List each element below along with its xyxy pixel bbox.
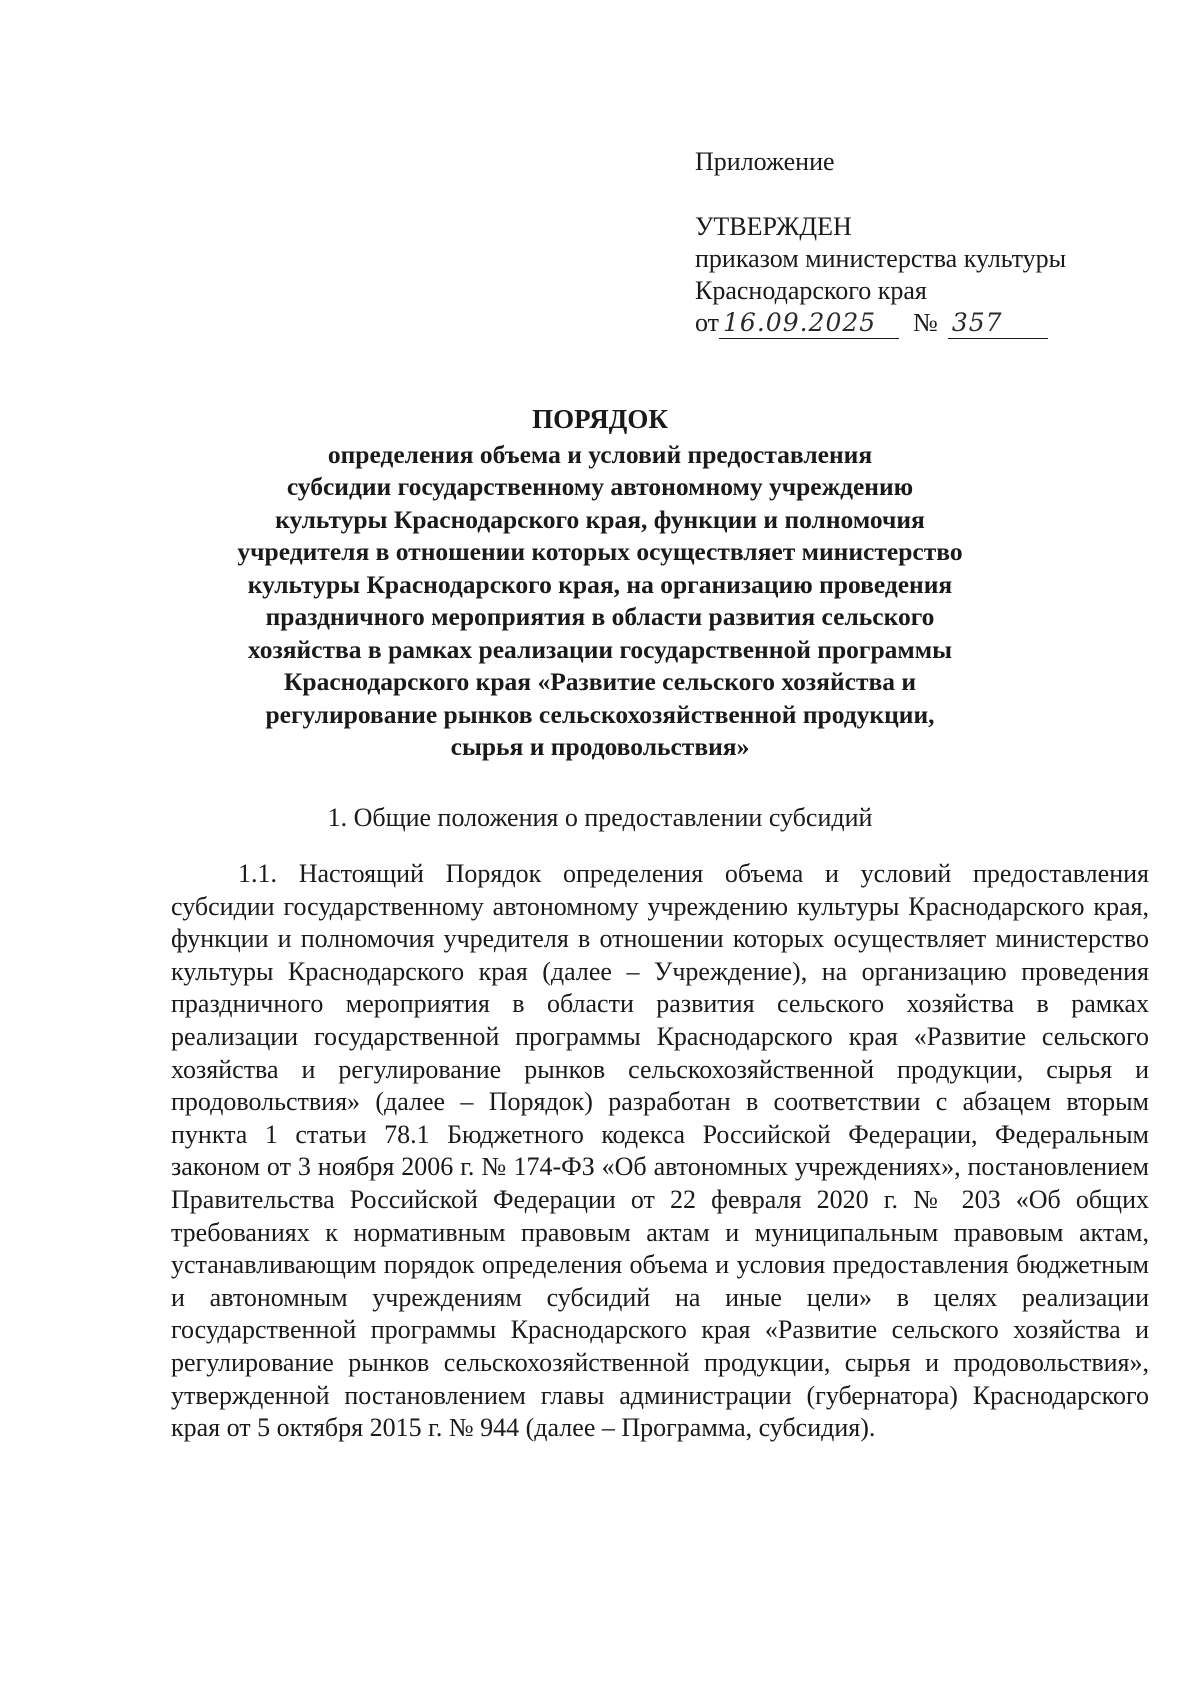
- title-line-6: праздничного мероприятия в области развития сельского: [265, 602, 935, 631]
- number-sign: №: [913, 308, 938, 337]
- title-line-5: культуры Краснодарского края, на организацию проведения: [247, 569, 953, 599]
- title-line-1: определения объема и условий предоставления: [327, 439, 873, 469]
- document-title-block: [160, 403, 1040, 764]
- title-line-8: Краснодарского края «Развитие сельского хозяйства и: [283, 667, 917, 696]
- appendix-label: Приложение: [695, 147, 835, 176]
- title-line-3: культуры Краснодарского края, функции и полномочия: [275, 504, 925, 534]
- title-line-7: хозяйства в рамках реализации государственной программы: [247, 634, 953, 664]
- title-line-2: субсидии государственному автономному учреждению: [286, 472, 914, 501]
- approval-stamp-block: [695, 146, 1155, 339]
- approved-label: УТВЕРЖДЕН: [695, 212, 852, 241]
- document-title: ПОРЯДОК: [532, 404, 668, 434]
- approved-by-order-line-2: Краснодарского края: [695, 276, 927, 305]
- date-prefix: от: [695, 308, 720, 337]
- paragraph-1-1: 1.1. Настоящий Порядок определения объема и условий предоставления субсидии государственному автономному учреждению культуры Краснодарского края, функции и полномочия учредителя в отношении которых осуществляет министерство культуры Краснодарского края (далее – Учреждение), на организацию проведения праздничного мероприятия в области развития сельского хозяйства в рамках реализации государственной программы Краснодарского края «Развитие сельского хозяйства и регулирование рынков сельскохозяйственной продукции, сырья и продовольствия» (далее – Порядок) разработан в соответствии с абзацем вторым пункта 1 статьи 78.1 Бюджетного кодекса Российской Федерации, Федеральным законом от 3 ноября 2006 г. № 174-ФЗ «Об автономных учреждениях», постановлением Правительства Российской Федерации от 22 февраля 2020 г. № 203 «Об общих требованиях к нормативным правовым актам и муниципальным правовым актам, устанавливающим порядок определения объема и условия предоставления бюджетным и автономным учреждениям субсидий на иные цели» в целях реализации государственной программы Краснодарского края «Развитие сельского хозяйства и регулирование рынков сельскохозяйственной продукции, сырья и продовольствия», утвержденной постановлением главы администрации (губернатора) Краснодарского края от 5 октября 2015 г. № 944 (далее – Программа, субсидия).: [171, 859, 1149, 1443]
- handwritten-order-date: 16.09.2025: [719, 308, 899, 339]
- title-line-4: учредителя в отношении которых осуществляет министерство: [237, 537, 963, 566]
- approved-by-order-line-1: приказом министерства культуры: [695, 244, 1067, 273]
- order-date-number-line: [695, 307, 1155, 339]
- title-line-10: сырья и продовольствия»: [450, 732, 750, 761]
- handwritten-order-number: 357: [948, 308, 1048, 339]
- title-line-9: регулирование рынков сельскохозяйственной продукции,: [265, 699, 935, 729]
- section-heading: 1. Общие положения о предоставлении субсидий: [327, 803, 873, 832]
